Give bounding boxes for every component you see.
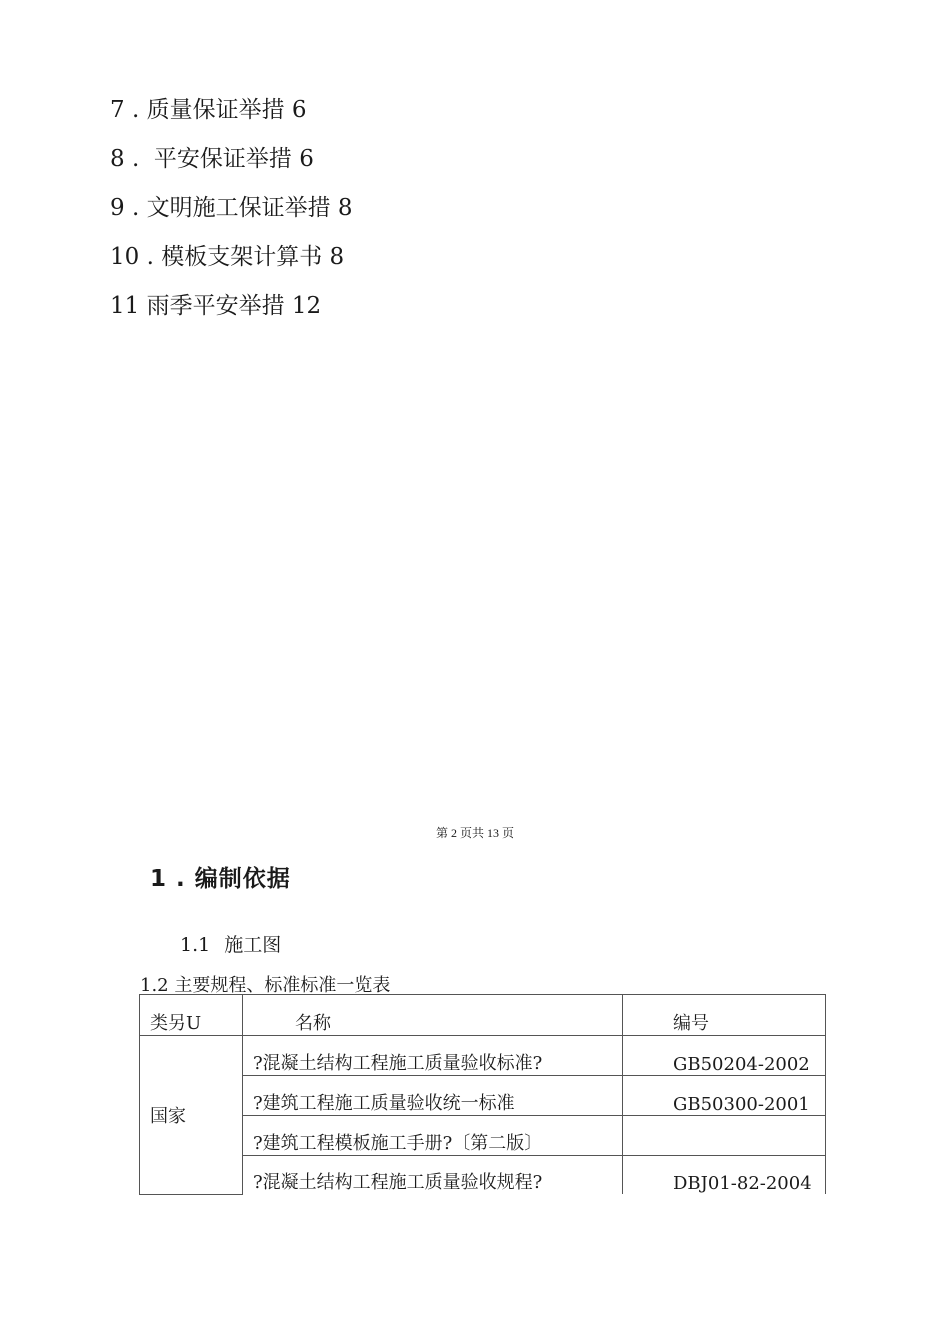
- toc-item: 8 . 平安保证举措 6: [110, 146, 314, 172]
- toc-item: 9 . 文明施工保证举措 8: [110, 195, 353, 221]
- category-cell: 国家: [140, 1036, 243, 1195]
- table-title: 1.2 主要规程、标准标准一览表: [140, 975, 391, 996]
- header-code: 编号: [623, 995, 826, 1036]
- header-category: 类另U: [140, 995, 243, 1036]
- subsection-heading: [180, 930, 281, 957]
- table-row: [140, 1036, 826, 1076]
- toc-item: 7 . 质量保证举措 6: [110, 97, 307, 123]
- table-of-contents: [110, 86, 353, 331]
- toc-item: 11 雨季平安举措 12: [110, 293, 322, 319]
- table-header-row: [140, 995, 826, 1036]
- header-name: 名称: [243, 995, 623, 1036]
- standard-name: ?建筑工程施工质量验收统一标准: [243, 1076, 623, 1116]
- standard-code: GB50204-2002: [623, 1036, 826, 1076]
- toc-item: 10 . 模板支架计算书 8: [110, 244, 345, 270]
- table-row: [140, 1116, 826, 1156]
- subsection-title: 施工图: [224, 934, 282, 956]
- standard-name: ?混凝土结构工程施工质量验收标准?: [243, 1036, 623, 1076]
- page-footer: 第 2 页共 13 页: [435, 826, 514, 840]
- subsection-number: 1.1: [180, 934, 211, 956]
- standard-code: DBJ01-82-2004: [623, 1156, 826, 1195]
- standard-code: GB50300-2001: [623, 1076, 826, 1116]
- standard-name: ?建筑工程模板施工手册?〔第二版〕: [243, 1116, 623, 1156]
- standard-code: [623, 1116, 826, 1156]
- standard-name: ?混凝土结构工程施工质量验收规程?: [243, 1156, 623, 1195]
- standards-table: [139, 994, 826, 1195]
- table-row: [140, 1076, 826, 1116]
- section-heading: 1 . 编制依据: [150, 866, 291, 892]
- table-row: [140, 1156, 826, 1195]
